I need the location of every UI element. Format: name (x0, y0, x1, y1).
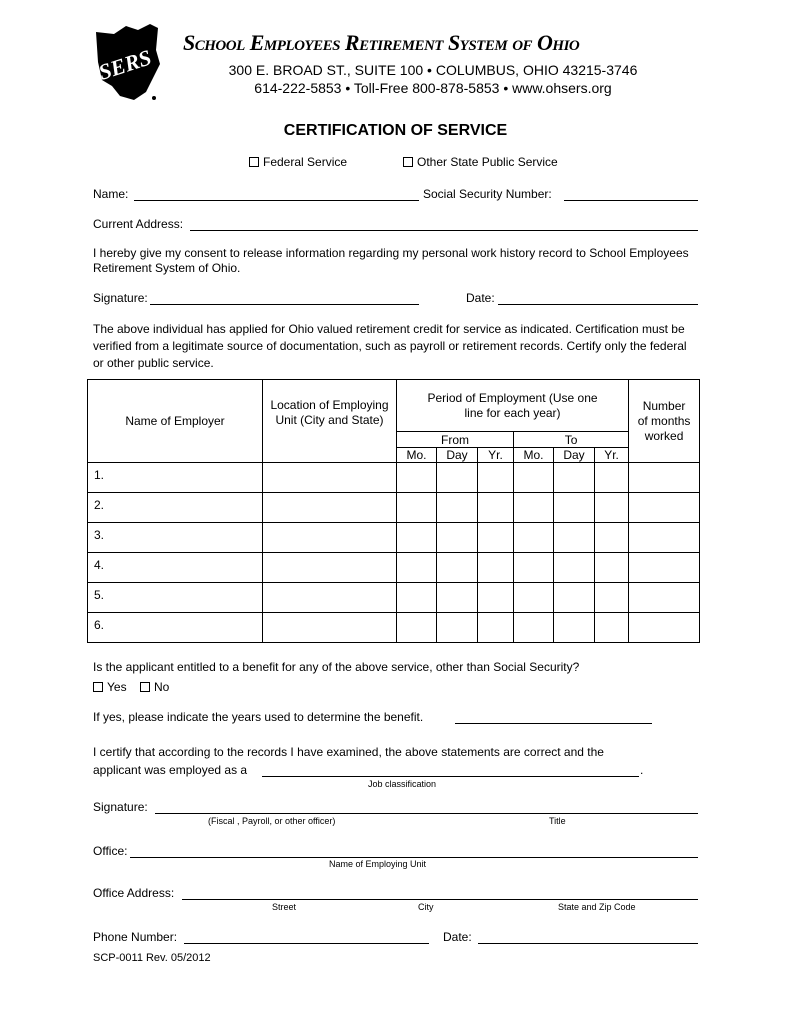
benefit-no-option[interactable] (140, 680, 169, 694)
col-header-period-text: Period of Employment (Use one line for each year) (427, 390, 598, 420)
org-phone-web: 614-222-5853 • Toll-Free 800-878-5853 • www.ohsers.org (254, 80, 612, 96)
certify-text-line1: I certify that according to the records I have examined, the above statements are correct and the (93, 745, 604, 759)
months-cell[interactable] (629, 613, 700, 643)
office-caption: Name of Employing Unit (329, 859, 427, 869)
to-day-cell[interactable] (554, 493, 595, 523)
location-cell[interactable] (263, 463, 397, 493)
from-day-cell[interactable] (437, 613, 478, 643)
months-cell[interactable] (629, 463, 700, 493)
from-yr-cell[interactable] (478, 523, 514, 553)
officer-signature-label: Signature: (93, 800, 148, 814)
to-day-header: Day (554, 448, 595, 463)
state-zip-caption: State and Zip Code (558, 902, 636, 912)
to-mo-cell[interactable] (514, 583, 554, 613)
col-header-months-text: Number of months worked (637, 398, 691, 443)
officer-date-label: Date: (443, 930, 472, 944)
certify-text-line2: applicant was employed as a (93, 763, 248, 777)
officer-caption: (Fiscal , Payroll, or other officer) (208, 816, 336, 826)
other-state-service-label: Other State Public Service (417, 155, 558, 169)
from-mo-header: Mo. (397, 448, 437, 463)
table-row (88, 553, 700, 583)
col-header-location-text: Location of Employing Unit (City and State) (270, 398, 389, 427)
to-yr-cell[interactable] (595, 613, 629, 643)
from-yr-cell[interactable] (478, 613, 514, 643)
months-cell[interactable] (629, 553, 700, 583)
from-day-cell[interactable] (437, 523, 478, 553)
benefit-yes-checkbox[interactable] (93, 682, 103, 692)
to-day-cell[interactable] (554, 553, 595, 583)
from-mo-cell[interactable] (397, 523, 437, 553)
instructions-text: The above individual has applied for Ohio valued retirement credit for service as indicated. Certification must be verified from a legitimate source of documentation, such as payroll or retirement records. Certify only the federal or other public service. (93, 322, 687, 370)
col-header-location (263, 380, 397, 463)
from-day-header: Day (437, 448, 478, 463)
to-yr-cell[interactable] (595, 553, 629, 583)
benefit-yes-label: Yes (107, 680, 127, 694)
benefit-no-label: No (154, 680, 170, 694)
from-yr-cell[interactable] (478, 463, 514, 493)
ssn-field[interactable] (564, 200, 698, 201)
other-state-service-checkbox[interactable] (403, 157, 413, 167)
benefit-yes-option[interactable] (93, 680, 127, 694)
to-mo-cell[interactable] (514, 463, 554, 493)
from-mo-cell[interactable] (397, 583, 437, 613)
to-day-cell[interactable] (554, 463, 595, 493)
benefit-question: Is the applicant entitled to a benefit for any of the above service, other than Social Security? (93, 660, 580, 674)
from-mo-cell[interactable] (397, 463, 437, 493)
phone-label: Phone Number: (93, 930, 178, 944)
federal-service-checkbox[interactable] (249, 157, 259, 167)
consent-text: I hereby give my consent to release information regarding my personal work history record to School Employees Retirement System of Ohio. (93, 246, 689, 275)
applicant-date-label: Date: (466, 291, 495, 305)
table-row (88, 613, 700, 643)
employer-cell[interactable]: 4. (88, 553, 263, 583)
applicant-signature-field[interactable] (150, 304, 419, 305)
col-header-from: From (397, 432, 514, 448)
employment-table (87, 379, 700, 643)
org-address: 300 E. BROAD ST., SUITE 100 • COLUMBUS, OHIO 43215-3746 (228, 62, 638, 78)
current-address-label: Current Address: (93, 217, 184, 231)
employer-cell[interactable]: 2. (88, 493, 263, 523)
location-cell[interactable] (263, 493, 397, 523)
name-field[interactable] (134, 200, 419, 201)
col-header-period (397, 380, 629, 432)
to-yr-cell[interactable] (595, 583, 629, 613)
years-used-label: If yes, please indicate the years used to determine the benefit. (93, 710, 424, 724)
to-mo-cell[interactable] (514, 613, 554, 643)
from-day-cell[interactable] (437, 553, 478, 583)
to-mo-cell[interactable] (514, 553, 554, 583)
to-day-cell[interactable] (554, 523, 595, 553)
location-cell[interactable] (263, 613, 397, 643)
location-cell[interactable] (263, 523, 397, 553)
svg-text:SERS: SERS (95, 44, 155, 85)
benefit-no-checkbox[interactable] (140, 682, 150, 692)
from-yr-header: Yr. (478, 448, 514, 463)
from-mo-cell[interactable] (397, 553, 437, 583)
form-title: CERTIFICATION OF SERVICE (283, 122, 508, 139)
from-yr-cell[interactable] (478, 583, 514, 613)
applicant-signature-label: Signature: (93, 291, 148, 305)
to-day-cell[interactable] (554, 583, 595, 613)
federal-service-option[interactable] (249, 155, 347, 169)
to-yr-cell[interactable] (595, 463, 629, 493)
applicant-date-field[interactable] (498, 304, 698, 305)
to-mo-header: Mo. (514, 448, 554, 463)
city-caption: City (418, 902, 434, 912)
to-mo-cell[interactable] (514, 523, 554, 553)
to-yr-cell[interactable] (595, 523, 629, 553)
office-address-field[interactable] (182, 899, 698, 900)
officer-date-field[interactable] (478, 943, 698, 944)
months-cell[interactable] (629, 583, 700, 613)
form-id: SCP-0011 Rev. 05/2012 (93, 952, 211, 964)
from-mo-cell[interactable] (397, 493, 437, 523)
to-day-cell[interactable] (554, 613, 595, 643)
certify-period: . (640, 763, 644, 777)
col-header-months (629, 380, 700, 463)
employer-cell[interactable]: 5. (88, 583, 263, 613)
office-label: Office: (93, 844, 128, 858)
ssn-label: Social Security Number: (423, 187, 552, 201)
table-row (88, 583, 700, 613)
sers-logo (92, 22, 164, 104)
other-state-service-option[interactable] (403, 155, 558, 169)
to-mo-cell[interactable] (514, 493, 554, 523)
from-yr-cell[interactable] (478, 493, 514, 523)
current-address-field[interactable] (190, 230, 698, 231)
months-cell[interactable] (629, 493, 700, 523)
employer-cell[interactable]: 3. (88, 523, 263, 553)
title-caption: Title (549, 816, 566, 826)
office-address-label: Office Address: (93, 886, 175, 900)
location-cell[interactable] (263, 553, 397, 583)
street-caption: Street (272, 902, 297, 912)
job-classification-field[interactable] (262, 776, 639, 777)
from-day-cell[interactable] (437, 583, 478, 613)
name-label: Name: (93, 187, 129, 201)
job-classification-caption: Job classification (368, 779, 437, 789)
org-name: School Employees Retirement System of Ohio (183, 30, 580, 55)
to-yr-header: Yr. (595, 448, 629, 463)
table-row (88, 463, 700, 493)
office-field[interactable] (130, 857, 698, 858)
table-row (88, 493, 700, 523)
col-header-to: To (514, 432, 629, 448)
location-cell[interactable] (263, 583, 397, 613)
federal-service-label: Federal Service (263, 155, 348, 169)
from-day-cell[interactable] (437, 463, 478, 493)
years-used-field[interactable] (455, 723, 652, 724)
phone-field[interactable] (184, 943, 429, 944)
employer-cell[interactable]: 1. (88, 463, 263, 493)
to-yr-cell[interactable] (595, 493, 629, 523)
officer-signature-field[interactable] (155, 813, 698, 814)
months-cell[interactable] (629, 523, 700, 553)
col-header-employer: Name of Employer (88, 380, 263, 463)
from-mo-cell[interactable] (397, 613, 437, 643)
from-day-cell[interactable] (437, 493, 478, 523)
from-yr-cell[interactable] (478, 553, 514, 583)
table-row (88, 523, 700, 553)
employer-cell[interactable]: 6. (88, 613, 263, 643)
